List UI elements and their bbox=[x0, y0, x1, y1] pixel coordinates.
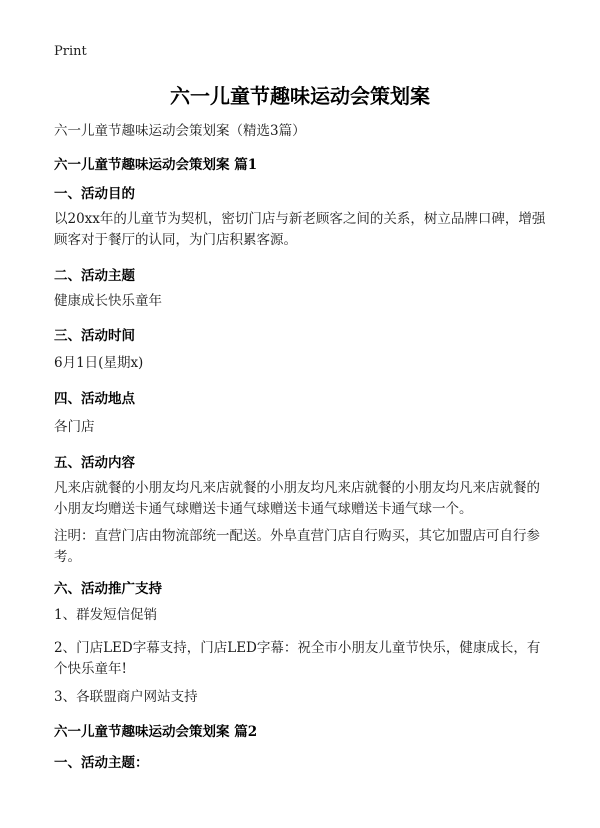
section-heading-time: 三、活动时间 bbox=[54, 328, 135, 344]
section-heading-content: 五、活动内容 bbox=[54, 455, 135, 471]
section-body-time: 6月1日(星期x) bbox=[54, 355, 144, 371]
section-heading-theme: 二、活动主题 bbox=[54, 268, 135, 284]
promotion-item-2: 2、门店LED字幕支持，门店LED字幕：祝全市小朋友儿童节快乐，健康成长，有个快乐童年! bbox=[54, 640, 541, 677]
document-subtitle: 六一儿童节趣味运动会策划案（精选3篇） bbox=[54, 123, 306, 139]
article1-title: 六一儿童节趣味运动会策划案 篇1 bbox=[54, 157, 258, 173]
promotion-item-3: 3、各联盟商户网站支持 bbox=[54, 689, 198, 705]
section-heading-promotion: 六、活动推广支持 bbox=[54, 581, 162, 597]
section-body-location: 各门店 bbox=[54, 419, 95, 435]
article2-title: 六一儿童节趣味运动会策划案 篇2 bbox=[54, 724, 258, 740]
section-heading-purpose: 一、活动目的 bbox=[54, 186, 135, 202]
print-link[interactable]: Print bbox=[54, 44, 87, 59]
section-note-content: 注明：直营门店由物流部统一配送。外阜直营门店自行购买，其它加盟店可自行参考。 bbox=[54, 528, 540, 565]
document-title: 六一儿童节趣味运动会策划案 bbox=[170, 84, 430, 108]
section-body-theme: 健康成长快乐童年 bbox=[54, 293, 162, 309]
section-body-content: 凡来店就餐的小朋友均凡来店就餐的小朋友均凡来店就餐的小朋友均凡来店就餐的小朋友均赠送卡通气球赠送卡通气球赠送卡通气球赠送卡通气球一个。 bbox=[54, 480, 540, 517]
article2-section-heading-theme: 一、活动主题： bbox=[54, 755, 149, 771]
section-heading-location: 四、活动地点 bbox=[54, 391, 135, 407]
section-body-purpose: 以20xx年的儿童节为契机，密切门店与新老顾客之间的关系，树立品牌口碑，增强顾客对于餐厅的认同，为门店积累客源。 bbox=[54, 211, 546, 248]
promotion-item-1: 1、群发短信促销 bbox=[54, 607, 158, 623]
